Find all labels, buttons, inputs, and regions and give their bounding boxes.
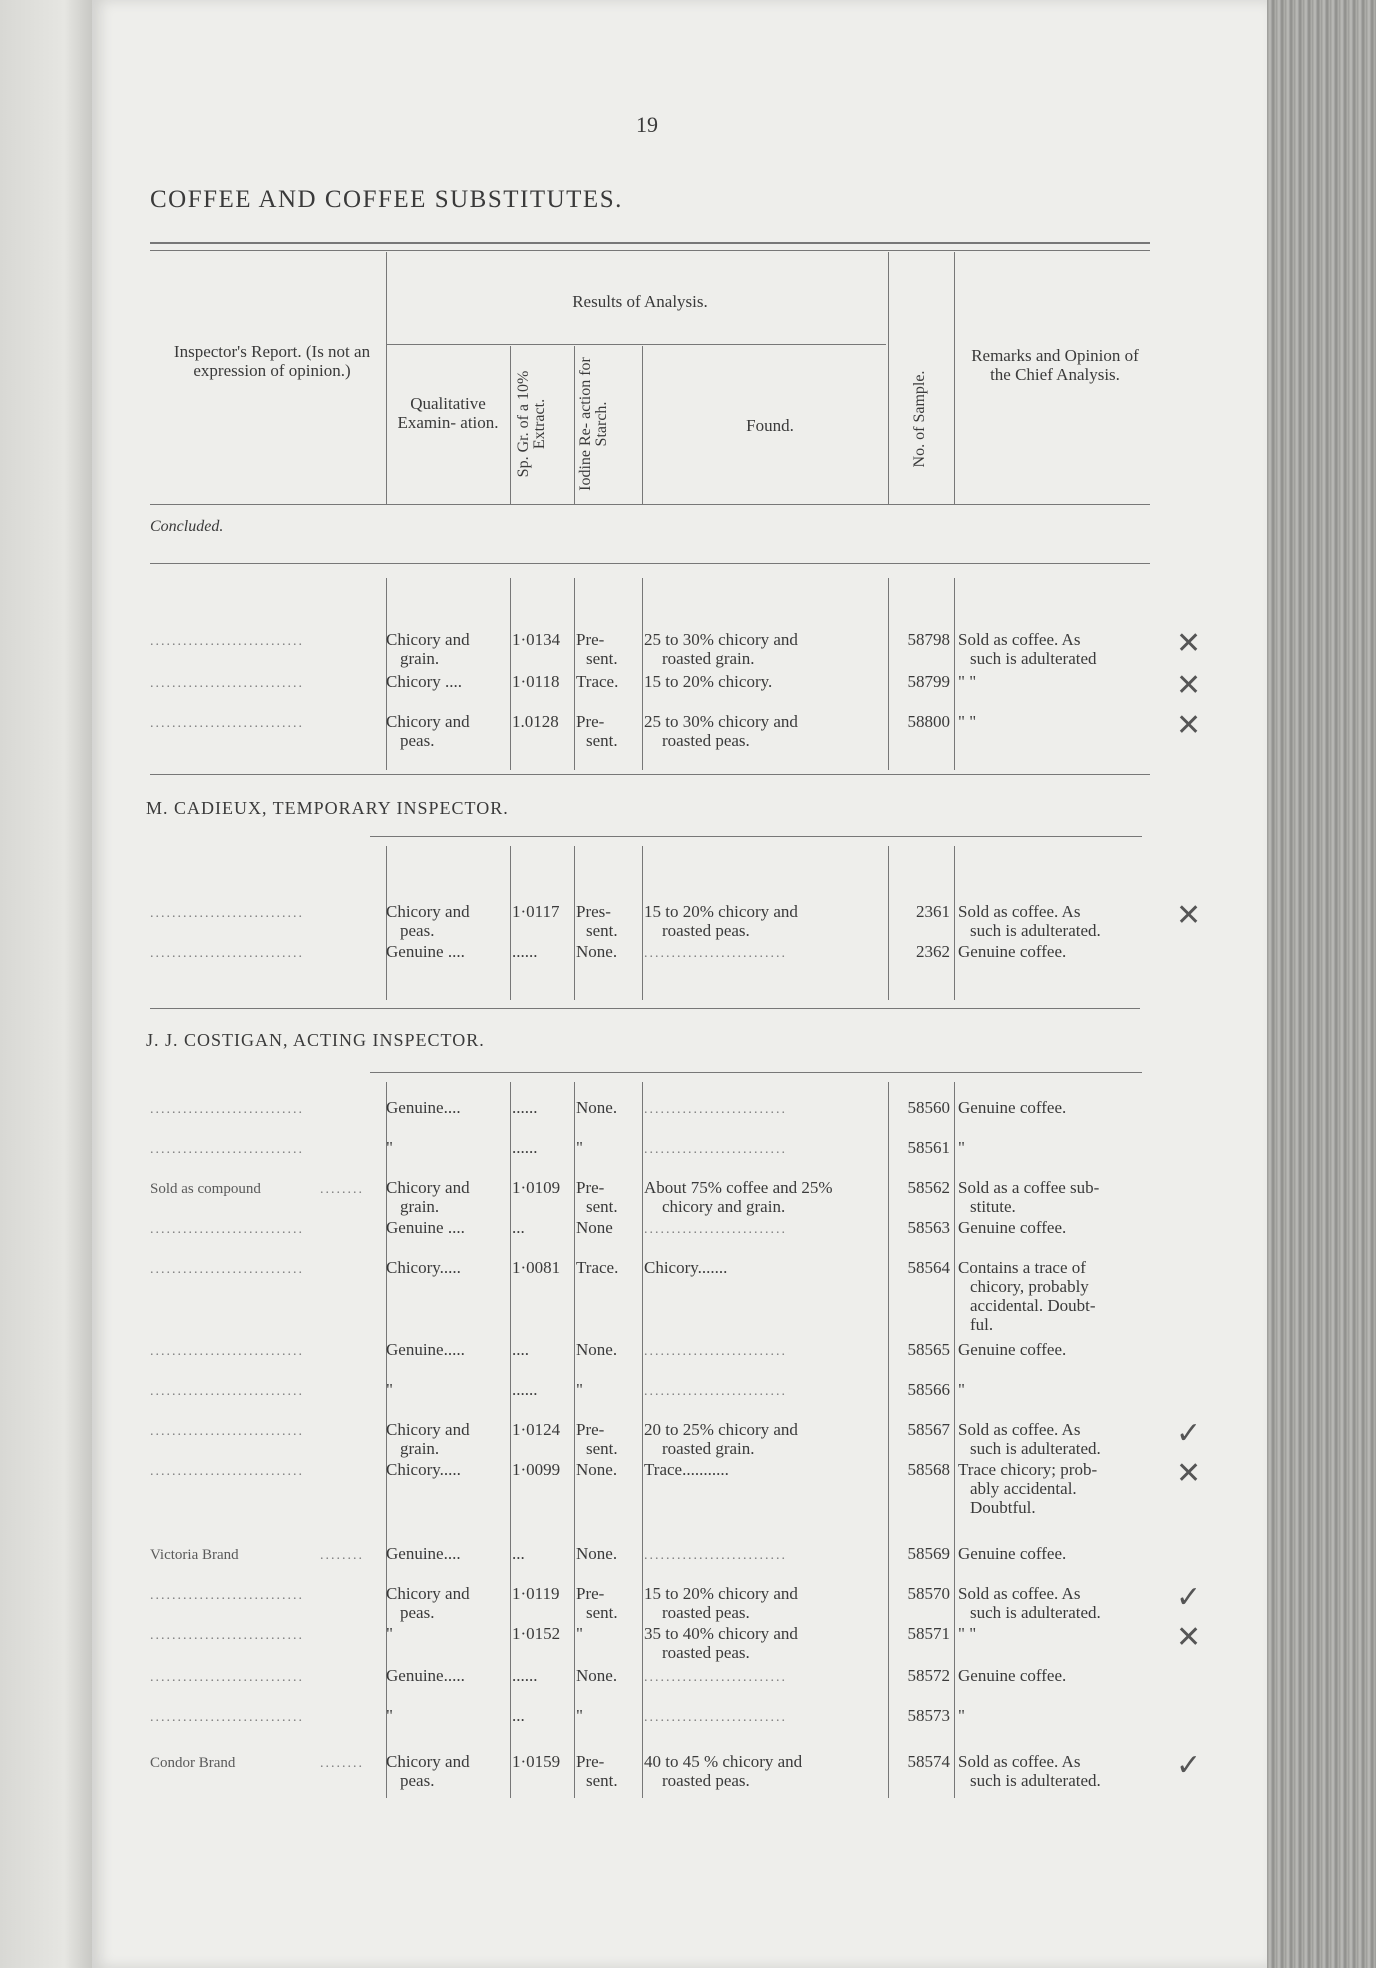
sp-gravity-text: 1·0117 — [512, 902, 560, 921]
col-divider — [954, 1082, 955, 1798]
sample-number: 58574 — [907, 1752, 950, 1771]
sample-number: 58562 — [907, 1178, 950, 1197]
sample-number: 2361 — [916, 902, 950, 921]
sp-gravity-text: ...... — [512, 942, 538, 961]
sample-number: 2362 — [916, 942, 950, 961]
leader-dots: ............................ — [150, 1142, 304, 1157]
sp-gravity-text: ... — [512, 1218, 525, 1237]
qualitative-text: Chicory .... — [386, 672, 463, 691]
leader-dots: ............................ — [150, 1262, 304, 1277]
found-text: 40 to 45 % chicory and — [644, 1752, 803, 1771]
found-text: 25 to 30% chicory and — [644, 630, 798, 649]
remarks-text: Sold as coffee. As — [958, 1584, 1081, 1603]
iodine-reaction-text: sent. — [586, 1197, 618, 1216]
qualitative-text: grain. — [400, 1197, 440, 1216]
page-number: 19 — [636, 112, 658, 137]
found-text: roasted peas. — [662, 1603, 750, 1622]
inspector-report: Victoria Brand — [150, 1547, 239, 1563]
leader-dots: ............................ — [150, 1464, 304, 1479]
remarks-text: Contains a trace of — [958, 1258, 1086, 1277]
found-text: About 75% coffee and 25% — [644, 1178, 833, 1197]
qualitative-text: Genuine.... — [386, 1544, 461, 1563]
col-divider — [386, 252, 387, 504]
sample-number: 58567 — [907, 1420, 950, 1439]
rule — [150, 563, 1150, 564]
iodine-reaction-text: Pre- — [576, 1584, 605, 1603]
remarks-text: Genuine coffee. — [958, 1544, 1067, 1563]
found-text: 15 to 20% chicory and — [644, 1584, 798, 1603]
leader-dots: ............................ — [150, 1588, 304, 1603]
iodine-reaction-text: Trace. — [576, 1258, 619, 1277]
iodine-reaction-text: sent. — [586, 731, 618, 750]
col-divider — [510, 346, 511, 504]
col-divider — [642, 578, 643, 770]
col-divider — [954, 578, 955, 770]
handwritten-mark-icon: ✕ — [1176, 626, 1202, 661]
header-sp-gr: Sp. Gr. of a 10% Extract. — [515, 370, 548, 478]
inspector-report: Condor Brand — [150, 1755, 236, 1771]
qualitative-text: Genuine..... — [386, 1666, 465, 1685]
qualitative-text: Chicory and — [386, 1178, 470, 1197]
leader-dots: ............................ — [150, 946, 304, 961]
found-text: roasted peas. — [662, 921, 750, 940]
sp-gravity-text: ... — [512, 1544, 525, 1563]
sp-gravity-text: 1·0109 — [512, 1178, 561, 1197]
sp-gravity-text: 1·0081 — [512, 1258, 561, 1277]
col-divider — [642, 1082, 643, 1798]
found-text: roasted peas. — [662, 1771, 750, 1790]
section-title-cadieux: M. CADIEUX, TEMPORARY INSPECTOR. — [146, 798, 509, 818]
sample-number: 58570 — [907, 1584, 950, 1603]
iodine-reaction-text: " — [576, 1138, 583, 1157]
sp-gravity-text: .... — [512, 1340, 529, 1359]
handwritten-mark-icon: ✕ — [1176, 898, 1202, 933]
handwritten-mark-icon: ✓ — [1176, 1580, 1202, 1615]
found-text: 15 to 20% chicory. — [644, 672, 773, 691]
handwritten-mark-icon: ✕ — [1176, 668, 1202, 703]
sample-number: 58563 — [907, 1218, 950, 1237]
remarks-text: such is adulterated. — [970, 921, 1101, 940]
rule — [150, 774, 1150, 775]
header-qualitative: Qualitative Examin- ation. — [397, 394, 499, 432]
remarks-text: Genuine coffee. — [958, 942, 1067, 961]
found-text: Trace........... — [644, 1460, 729, 1479]
leader-dots: .......................... — [644, 1344, 787, 1359]
qualitative-text: Chicory and — [386, 712, 470, 731]
section-title-costigan: J. J. COSTIGAN, ACTING INSPECTOR. — [146, 1030, 485, 1050]
iodine-reaction-text: None. — [576, 1544, 618, 1563]
page-title: COFFEE AND COFFEE SUBSTITUTES. — [150, 186, 623, 213]
iodine-reaction-text: " — [576, 1706, 583, 1725]
remarks-text: " — [958, 1138, 965, 1157]
remarks-text: Genuine coffee. — [958, 1218, 1067, 1237]
remarks-text: " " — [958, 712, 977, 731]
found-text: roasted grain. — [662, 1439, 755, 1458]
leader-dots: .......................... — [644, 1222, 787, 1237]
left-page-edge — [0, 0, 92, 1968]
sample-number: 58571 — [907, 1624, 950, 1643]
rule — [370, 1072, 1142, 1073]
iodine-reaction-text: Pre- — [576, 712, 605, 731]
iodine-reaction-text: " — [576, 1380, 583, 1399]
found-text: roasted peas. — [662, 731, 750, 750]
qualitative-text: Genuine..... — [386, 1340, 465, 1359]
qualitative-text: grain. — [400, 1439, 440, 1458]
remarks-text: such is adulterated. — [970, 1603, 1101, 1622]
leader-dots: ............................ — [150, 1628, 304, 1643]
remarks-text: Doubtful. — [970, 1498, 1036, 1517]
iodine-reaction-text: Pres- — [576, 902, 611, 921]
sp-gravity-text: ...... — [512, 1138, 538, 1157]
iodine-reaction-text: None. — [576, 1460, 618, 1479]
found-text: 15 to 20% chicory and — [644, 902, 798, 921]
qualitative-text: Chicory and — [386, 1752, 470, 1771]
remarks-text: such is adulterated — [970, 649, 1097, 668]
remarks-text: ably accidental. — [970, 1479, 1077, 1498]
iodine-reaction-text: sent. — [586, 1771, 618, 1790]
leader-dots: ............................ — [150, 1102, 304, 1117]
inspector-report: Sold as compound — [150, 1181, 261, 1197]
leader-dots: .......................... — [644, 1384, 787, 1399]
iodine-reaction-text: None. — [576, 942, 618, 961]
qualitative-text: peas. — [400, 1771, 435, 1790]
leader-dots: ............................ — [150, 1710, 304, 1725]
leader-dots: ............................ — [150, 634, 304, 649]
qualitative-text: peas. — [400, 1603, 435, 1622]
qualitative-text: grain. — [400, 649, 440, 668]
qualitative-text: Chicory..... — [386, 1258, 461, 1277]
sample-number: 58800 — [907, 712, 950, 731]
col-divider — [642, 346, 643, 504]
col-divider — [510, 578, 511, 770]
col-divider — [574, 1082, 575, 1798]
iodine-reaction-text: None. — [576, 1098, 618, 1117]
leader-dots: .......................... — [644, 1710, 787, 1725]
sp-gravity-text: ... — [512, 1706, 525, 1725]
header-found: Found. — [746, 416, 794, 435]
sp-gravity-text: 1·0134 — [512, 630, 561, 649]
leader-dots: ............................ — [150, 1344, 304, 1359]
remarks-text: accidental. Doubt- — [970, 1296, 1096, 1315]
sample-number: 58566 — [907, 1380, 950, 1399]
leader-dots: ............................ — [150, 1222, 304, 1237]
leader-dots: ............................ — [150, 1424, 304, 1439]
rule — [370, 836, 1142, 837]
leader-dots: .......................... — [644, 1548, 787, 1563]
rule — [150, 250, 1150, 251]
header-inspector: Inspector's Report. (Is not an expression of opinion.) — [173, 342, 371, 380]
remarks-text: such is adulterated. — [970, 1771, 1101, 1790]
qualitative-text: Chicory and — [386, 902, 470, 921]
remarks-text: " " — [958, 1624, 977, 1643]
qualitative-text: peas. — [400, 731, 435, 750]
header-remarks: Remarks and Opinion of the Chief Analysis. — [971, 346, 1139, 384]
found-text: Chicory....... — [644, 1258, 728, 1277]
qualitative-text: " — [386, 1624, 393, 1643]
concluded-label: Concluded. — [150, 518, 224, 535]
qualitative-text: Chicory and — [386, 630, 470, 649]
remarks-text: Sold as coffee. As — [958, 1752, 1081, 1771]
iodine-reaction-text: sent. — [586, 921, 618, 940]
col-divider — [642, 846, 643, 1000]
rule — [386, 344, 886, 345]
leader-dots: ............................ — [150, 906, 304, 921]
iodine-reaction-text: None. — [576, 1340, 618, 1359]
remarks-text: ful. — [970, 1315, 994, 1334]
iodine-reaction-text: sent. — [586, 1439, 618, 1458]
sample-number: 58568 — [907, 1460, 950, 1479]
sp-gravity-text: 1·0159 — [512, 1752, 561, 1771]
header-no-sample: No. of Sample. — [911, 370, 928, 468]
remarks-text: " — [958, 1380, 965, 1399]
leader-dots: ........ — [320, 1182, 364, 1197]
sp-gravity-text: 1·0118 — [512, 672, 560, 691]
leader-dots: ........ — [320, 1548, 364, 1563]
leader-dots: ............................ — [150, 1670, 304, 1685]
leader-dots: .......................... — [644, 1142, 787, 1157]
remarks-text: Genuine coffee. — [958, 1666, 1067, 1685]
qualitative-text: " — [386, 1380, 393, 1399]
header-results: Results of Analysis. — [572, 292, 708, 311]
rule — [150, 242, 1150, 244]
remarks-text: " " — [958, 672, 977, 691]
found-text: 25 to 30% chicory and — [644, 712, 798, 731]
leader-dots: .......................... — [644, 946, 787, 961]
sample-number: 58572 — [907, 1666, 950, 1685]
remarks-text: Sold as coffee. As — [958, 630, 1081, 649]
sample-number: 58569 — [907, 1544, 950, 1563]
col-divider — [954, 252, 955, 504]
sp-gravity-text: 1·0124 — [512, 1420, 561, 1439]
iodine-reaction-text: None. — [576, 1666, 618, 1685]
rule — [150, 1008, 1140, 1009]
col-divider — [510, 846, 511, 1000]
sample-number: 58564 — [907, 1258, 950, 1277]
iodine-reaction-text: Pre- — [576, 1752, 605, 1771]
leader-dots: ............................ — [150, 676, 304, 691]
col-divider — [510, 1082, 511, 1798]
col-divider — [574, 346, 575, 504]
iodine-reaction-text: Pre- — [576, 1178, 605, 1197]
leader-dots: ............................ — [150, 1384, 304, 1399]
col-divider — [386, 846, 387, 1000]
col-divider — [574, 578, 575, 770]
handwritten-mark-icon: ✓ — [1176, 1748, 1202, 1783]
remarks-text: chicory, probably — [970, 1277, 1089, 1296]
found-text: 35 to 40% chicory and — [644, 1624, 798, 1643]
sample-number: 58798 — [907, 630, 950, 649]
sample-number: 58799 — [907, 672, 950, 691]
qualitative-text: " — [386, 1706, 393, 1725]
handwritten-mark-icon: ✕ — [1176, 1456, 1202, 1491]
col-divider — [574, 846, 575, 1000]
remarks-text: Sold as coffee. As — [958, 902, 1081, 921]
found-text: 20 to 25% chicory and — [644, 1420, 798, 1439]
found-text: chicory and grain. — [662, 1197, 786, 1216]
leader-dots: ........ — [320, 1756, 364, 1771]
remarks-text: Sold as a coffee sub- — [958, 1178, 1100, 1197]
remarks-text: Genuine coffee. — [958, 1340, 1067, 1359]
found-text: roasted grain. — [662, 649, 755, 668]
qualitative-text: Genuine .... — [386, 942, 465, 961]
remarks-text: Genuine coffee. — [958, 1098, 1067, 1117]
qualitative-text: " — [386, 1138, 393, 1157]
leader-dots: ............................ — [150, 716, 304, 731]
leader-dots: .......................... — [644, 1102, 787, 1117]
found-text: roasted peas. — [662, 1643, 750, 1662]
sp-gravity-text: 1.0128 — [512, 712, 559, 731]
qualitative-text: Genuine .... — [386, 1218, 465, 1237]
remarks-text: Sold as coffee. As — [958, 1420, 1081, 1439]
iodine-reaction-text: Trace. — [576, 672, 619, 691]
qualitative-text: Chicory and — [386, 1420, 470, 1439]
col-divider — [888, 252, 889, 504]
qualitative-text: peas. — [400, 921, 435, 940]
remarks-text: Trace chicory; prob- — [958, 1460, 1098, 1479]
leader-dots: .......................... — [644, 1670, 787, 1685]
iodine-reaction-text: " — [576, 1624, 583, 1643]
sample-number: 58561 — [907, 1138, 950, 1157]
iodine-reaction-text: None — [576, 1218, 613, 1237]
book-page-edges — [1267, 0, 1376, 1968]
sp-gravity-text: ...... — [512, 1098, 538, 1117]
qualitative-text: Genuine.... — [386, 1098, 461, 1117]
sample-number: 58560 — [907, 1098, 950, 1117]
iodine-reaction-text: sent. — [586, 1603, 618, 1622]
qualitative-text: Chicory..... — [386, 1460, 461, 1479]
header-iodine: Iodine Re- action for Starch. — [577, 357, 610, 491]
sp-gravity-text: 1·0152 — [512, 1624, 561, 1643]
qualitative-text: Chicory and — [386, 1584, 470, 1603]
handwritten-mark-icon: ✕ — [1176, 708, 1202, 743]
remarks-text: " — [958, 1706, 965, 1725]
sp-gravity-text: 1·0119 — [512, 1584, 560, 1603]
remarks-text: such is adulterated. — [970, 1439, 1101, 1458]
iodine-reaction-text: Pre- — [576, 630, 605, 649]
col-divider — [954, 846, 955, 1000]
rule — [150, 504, 1150, 505]
sample-number: 58565 — [907, 1340, 950, 1359]
handwritten-mark-icon: ✕ — [1176, 1620, 1202, 1655]
sp-gravity-text: 1·0099 — [512, 1460, 561, 1479]
sample-number: 58573 — [907, 1706, 950, 1725]
col-divider — [888, 846, 889, 1000]
remarks-text: stitute. — [970, 1197, 1016, 1216]
iodine-reaction-text: sent. — [586, 649, 618, 668]
sp-gravity-text: ...... — [512, 1380, 538, 1399]
handwritten-mark-icon: ✓ — [1176, 1416, 1202, 1451]
sp-gravity-text: ...... — [512, 1666, 538, 1685]
iodine-reaction-text: Pre- — [576, 1420, 605, 1439]
